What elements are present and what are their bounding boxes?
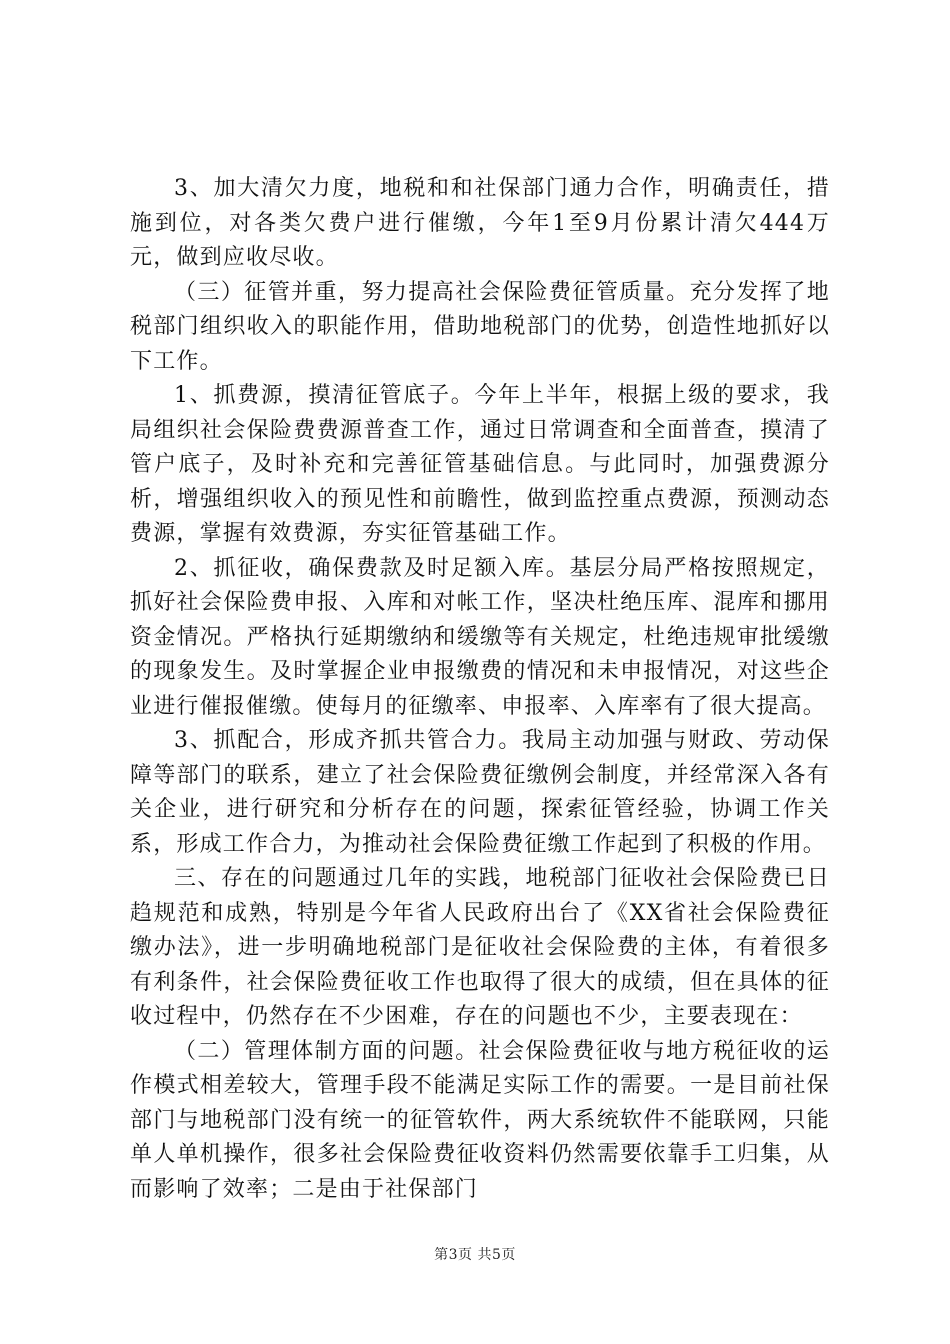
paragraph-clearing-arrears: 3、加大清欠力度，地税和和社保部门通力合作，明确责任，措施到位，对各类欠费户进行催缴，今年1至9月份累计清欠444万元，做到应收尽收。 [130,176,830,270]
paragraph-existing-problems: 三、存在的问题通过几年的实践，地税部门征收社会保险费已日趋规范和成熟，特别是今年省人民政府出台了《XX省社会保险费征缴办法》，进一步明确地税部门是征收社会保险费的主体，有着很多有利条件，社会保险费征收工作也取得了很大的成绩，但在具体的征收过程中，仍然存在不少困难，存在的问题也不少，主要表现在： [130,866,830,1029]
paragraph-collection: 2、抓征收，确保费款及时足额入库。基层分局严格按照规定，抓好社会保险费申报、入库和对帐工作，坚决杜绝压库、混库和挪用资金情况。严格执行延期缴纳和缓缴等有关规定，杜绝违规审批缓缴的现象发生。及时掌握企业申报缴费的情况和未申报情况，对这些企业进行催报催缴。使每月的征缴率、申报率、入库率有了很大提高。 [130,555,830,719]
page-number-label: 第3页 共5页 [434,1247,516,1263]
page-footer [0,1244,950,1264]
paragraph-section-three-heading: （三）征管并重，努力提高社会保险费征管质量。充分发挥了地税部门组织收入的职能作用，借助地税部门的优势，创造性地抓好以下工作。 [130,279,830,374]
document-body [130,172,830,1207]
paragraph-cooperation: 3、抓配合，形成齐抓共管合力。我局主动加强与财政、劳动保障等部门的联系，建立了社会保险费征缴例会制度，并经常深入各有关企业，进行研究和分析存在的问题，探索征管经验，协调工作关系，形成工作合力，为推动社会保险费征缴工作起到了积极的作用。 [130,728,830,857]
paragraph-management-system: （二）管理体制方面的问题。社会保险费征收与地方税征收的运作模式相差较大，管理手段不能满足实际工作的需要。一是目前社保部门与地税部门没有统一的征管软件，两大系统软件不能联网，只能单人单机操作，很多社会保险费征收资料仍然需要依靠手工归集，从而影响了效率；二是由于社保部门 [130,1038,830,1202]
paragraph-fee-source: 1、抓费源，摸清征管底子。今年上半年，根据上级的要求，我局组织社会保险费费源普查工作，通过日常调查和全面普查，摸清了管户底子，及时补充和完善征管基础信息。与此同时，加强费源分析，增强组织收入的预见性和前瞻性，做到监控重点费源，预测动态费源，掌握有效费源，夯实征管基础工作。 [130,383,830,546]
